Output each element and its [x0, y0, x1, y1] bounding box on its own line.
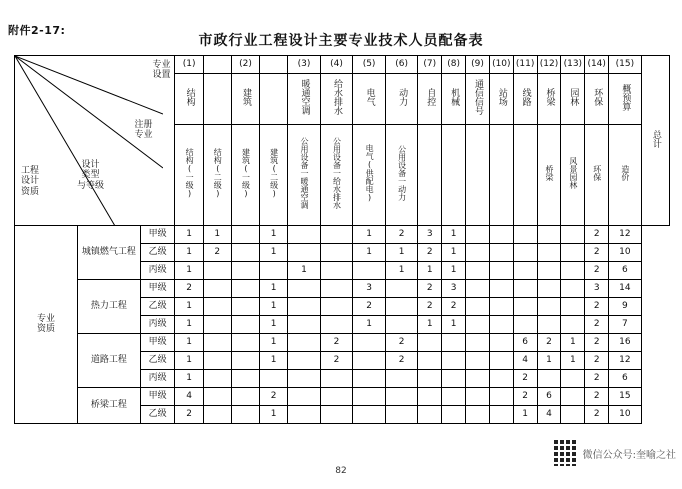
value-cell — [489, 370, 513, 388]
value-cell: 1 — [418, 316, 442, 334]
value-cell: 1 — [513, 406, 537, 424]
value-cell — [561, 262, 585, 280]
column-number: (1) — [175, 56, 203, 74]
value-cell — [231, 262, 259, 280]
value-cell — [513, 244, 537, 262]
value-cell: 1 — [353, 226, 386, 244]
column-name: 动力 — [385, 74, 418, 125]
value-cell — [561, 298, 585, 316]
value-cell — [260, 370, 288, 388]
row-total-cell: 6 — [609, 370, 642, 388]
value-cell — [537, 280, 561, 298]
value-cell: 3 — [442, 280, 466, 298]
value-cell: 1 — [353, 244, 386, 262]
value-cell: 2 — [418, 298, 442, 316]
column-name: 园林 — [561, 74, 585, 125]
value-cell — [537, 316, 561, 334]
grade-cell: 甲级 — [140, 334, 175, 352]
column-subname: 环保 — [585, 125, 609, 226]
value-cell — [288, 316, 321, 334]
total-column-header: 总计 — [641, 56, 669, 226]
column-name — [203, 74, 231, 125]
table-corner-header — [15, 56, 175, 226]
value-cell: 2 — [585, 370, 609, 388]
qr-code-icon — [552, 440, 578, 466]
value-cell: 2 — [513, 370, 537, 388]
label-project-qualification: 工程 设计 资质 — [21, 165, 40, 197]
value-cell: 2 — [203, 244, 231, 262]
value-cell — [353, 262, 386, 280]
value-cell: 1 — [203, 226, 231, 244]
value-cell — [513, 316, 537, 334]
value-cell: 1 — [288, 262, 321, 280]
value-cell — [320, 370, 353, 388]
value-cell — [231, 406, 259, 424]
value-cell: 1 — [418, 262, 442, 280]
value-cell — [466, 298, 490, 316]
value-cell: 2 — [175, 406, 203, 424]
value-cell — [231, 244, 259, 262]
page-number: 82 — [335, 466, 347, 476]
value-cell: 1 — [260, 352, 288, 370]
value-cell: 1 — [175, 298, 203, 316]
value-cell — [561, 280, 585, 298]
value-cell — [561, 316, 585, 334]
table-row — [15, 226, 670, 244]
value-cell — [561, 406, 585, 424]
row-total-cell: 9 — [609, 298, 642, 316]
value-cell — [203, 334, 231, 352]
value-cell — [203, 352, 231, 370]
value-cell — [442, 388, 466, 406]
value-cell: 1 — [260, 244, 288, 262]
value-cell — [288, 244, 321, 262]
value-cell — [385, 280, 418, 298]
value-cell: 2 — [385, 352, 418, 370]
value-cell — [260, 262, 288, 280]
value-cell: 1 — [175, 370, 203, 388]
value-cell — [231, 280, 259, 298]
value-cell — [466, 406, 490, 424]
value-cell — [537, 244, 561, 262]
value-cell — [231, 226, 259, 244]
personnel-allocation-table — [14, 55, 670, 424]
column-number: (8) — [442, 56, 466, 74]
column-number: (11) — [513, 56, 537, 74]
value-cell: 1 — [442, 262, 466, 280]
value-cell — [489, 226, 513, 244]
value-cell: 1 — [175, 352, 203, 370]
column-subname — [418, 125, 442, 226]
column-number: (6) — [385, 56, 418, 74]
column-name: 结构 — [175, 74, 203, 125]
value-cell — [466, 226, 490, 244]
column-name: 通信信号 — [466, 74, 490, 125]
value-cell: 1 — [442, 316, 466, 334]
group-label-professional-qualification: 专业 资质 — [15, 226, 78, 424]
value-cell: 2 — [585, 316, 609, 334]
value-cell: 6 — [537, 388, 561, 406]
attachment-label: 附件2-17: — [8, 24, 66, 37]
value-cell — [288, 388, 321, 406]
column-number: (14) — [585, 56, 609, 74]
value-cell — [231, 388, 259, 406]
value-cell: 1 — [385, 262, 418, 280]
value-cell — [203, 280, 231, 298]
value-cell — [385, 406, 418, 424]
value-cell — [561, 370, 585, 388]
value-cell — [489, 334, 513, 352]
value-cell — [385, 388, 418, 406]
value-cell — [320, 262, 353, 280]
column-subname: 公用设备一暖通空调 — [288, 125, 321, 226]
column-name: 暖通空调 — [288, 74, 321, 125]
grade-cell: 乙级 — [140, 352, 175, 370]
value-cell: 1 — [353, 316, 386, 334]
value-cell — [466, 280, 490, 298]
value-cell: 1 — [385, 244, 418, 262]
table-row — [15, 280, 670, 298]
column-number — [260, 56, 288, 74]
value-cell — [288, 334, 321, 352]
column-subname — [466, 125, 490, 226]
column-name: 站场 — [489, 74, 513, 125]
value-cell: 2 — [353, 298, 386, 316]
value-cell: 3 — [418, 226, 442, 244]
value-cell: 1 — [260, 406, 288, 424]
value-cell — [288, 280, 321, 298]
row-total-cell: 7 — [609, 316, 642, 334]
page-title: 市政行业工程设计主要专业技术人员配备表 — [198, 33, 484, 49]
value-cell: 6 — [513, 334, 537, 352]
value-cell: 2 — [320, 352, 353, 370]
value-cell — [231, 298, 259, 316]
value-cell — [489, 316, 513, 334]
value-cell — [489, 280, 513, 298]
value-cell: 1 — [175, 244, 203, 262]
value-cell: 1 — [260, 298, 288, 316]
value-cell — [203, 388, 231, 406]
grade-cell: 甲级 — [140, 226, 175, 244]
value-cell — [442, 370, 466, 388]
value-cell — [320, 280, 353, 298]
value-cell — [537, 370, 561, 388]
column-name: 建筑 — [231, 74, 259, 125]
value-cell — [418, 334, 442, 352]
value-cell: 2 — [442, 298, 466, 316]
value-cell — [203, 298, 231, 316]
column-number: (2) — [231, 56, 259, 74]
column-name: 环保 — [585, 74, 609, 125]
value-cell: 1 — [561, 352, 585, 370]
grade-cell: 乙级 — [140, 406, 175, 424]
column-number: (9) — [466, 56, 490, 74]
project-type-cell: 道路工程 — [77, 334, 140, 388]
column-subname: 结构(二级) — [203, 125, 231, 226]
value-cell — [203, 316, 231, 334]
column-subname: 造价 — [609, 125, 642, 226]
column-number: (3) — [288, 56, 321, 74]
value-cell: 2 — [385, 226, 418, 244]
value-cell — [442, 334, 466, 352]
value-cell — [537, 262, 561, 280]
value-cell — [561, 388, 585, 406]
value-cell — [489, 298, 513, 316]
table-body — [15, 226, 670, 424]
value-cell — [288, 352, 321, 370]
value-cell — [537, 226, 561, 244]
value-cell — [418, 406, 442, 424]
value-cell: 1 — [442, 244, 466, 262]
value-cell — [466, 370, 490, 388]
column-name — [260, 74, 288, 125]
grade-cell: 乙级 — [140, 244, 175, 262]
column-name: 电气 — [353, 74, 386, 125]
value-cell — [513, 262, 537, 280]
value-cell: 2 — [175, 280, 203, 298]
column-number — [203, 56, 231, 74]
value-cell — [320, 316, 353, 334]
column-subname: 风景园林 — [561, 125, 585, 226]
value-cell — [353, 334, 386, 352]
value-cell — [203, 406, 231, 424]
value-cell: 1 — [260, 280, 288, 298]
value-cell — [320, 244, 353, 262]
grade-cell: 丙级 — [140, 262, 175, 280]
column-number: (7) — [418, 56, 442, 74]
value-cell: 3 — [585, 280, 609, 298]
value-cell — [489, 352, 513, 370]
value-cell: 1 — [260, 316, 288, 334]
value-cell: 1 — [260, 334, 288, 352]
value-cell — [466, 244, 490, 262]
column-subname — [489, 125, 513, 226]
value-cell: 2 — [585, 244, 609, 262]
column-name: 线路 — [513, 74, 537, 125]
column-number: (13) — [561, 56, 585, 74]
corner-diagonal-lines — [15, 56, 163, 226]
grade-cell: 丙级 — [140, 370, 175, 388]
column-subname: 桥梁 — [537, 125, 561, 226]
row-total-cell: 6 — [609, 262, 642, 280]
value-cell — [231, 370, 259, 388]
value-cell — [466, 262, 490, 280]
value-cell — [203, 262, 231, 280]
column-number: (10) — [489, 56, 513, 74]
value-cell: 1 — [537, 352, 561, 370]
row-total-cell: 15 — [609, 388, 642, 406]
value-cell: 4 — [537, 406, 561, 424]
column-name: 自控 — [418, 74, 442, 125]
value-cell — [288, 406, 321, 424]
value-cell: 1 — [260, 226, 288, 244]
value-cell: 2 — [585, 298, 609, 316]
project-type-cell: 热力工程 — [77, 280, 140, 334]
value-cell: 2 — [585, 352, 609, 370]
value-cell: 2 — [260, 388, 288, 406]
label-professional-setup: 专业 设置 — [152, 60, 171, 81]
column-name: 给水排水 — [320, 74, 353, 125]
value-cell — [320, 226, 353, 244]
value-cell — [513, 298, 537, 316]
value-cell — [418, 388, 442, 406]
column-subname — [513, 125, 537, 226]
value-cell — [320, 388, 353, 406]
value-cell — [513, 280, 537, 298]
value-cell: 2 — [385, 334, 418, 352]
value-cell — [320, 298, 353, 316]
value-cell — [353, 388, 386, 406]
value-cell — [418, 352, 442, 370]
column-name: 桥梁 — [537, 74, 561, 125]
value-cell — [489, 262, 513, 280]
value-cell — [466, 352, 490, 370]
value-cell — [353, 352, 386, 370]
column-number: (4) — [320, 56, 353, 74]
value-cell — [442, 352, 466, 370]
column-subname: 建筑(一级) — [231, 125, 259, 226]
value-cell — [288, 370, 321, 388]
table-row — [15, 388, 670, 406]
value-cell: 2 — [585, 406, 609, 424]
column-subname: 公用设备一动力 — [385, 125, 418, 226]
column-subname: 结构(一级) — [175, 125, 203, 226]
value-cell: 2 — [513, 388, 537, 406]
value-cell: 1 — [175, 262, 203, 280]
value-cell — [353, 370, 386, 388]
value-cell: 4 — [175, 388, 203, 406]
row-total-cell: 12 — [609, 226, 642, 244]
column-number: (15) — [609, 56, 642, 74]
value-cell — [418, 370, 442, 388]
column-subname — [442, 125, 466, 226]
value-cell — [489, 244, 513, 262]
value-cell — [385, 298, 418, 316]
value-cell — [203, 370, 231, 388]
value-cell — [442, 406, 466, 424]
value-cell — [288, 298, 321, 316]
watermark — [552, 440, 676, 466]
project-type-cell: 城镇燃气工程 — [77, 226, 140, 280]
value-cell: 2 — [320, 334, 353, 352]
row-total-cell: 10 — [609, 406, 642, 424]
value-cell — [561, 226, 585, 244]
value-cell: 2 — [585, 334, 609, 352]
value-cell — [231, 316, 259, 334]
value-cell — [489, 406, 513, 424]
value-cell — [466, 316, 490, 334]
column-name: 机械 — [442, 74, 466, 125]
column-subname: 公用设备一给水排水 — [320, 125, 353, 226]
label-type-and-grade: 设计 类型 与等级 — [77, 159, 105, 191]
row-total-cell: 16 — [609, 334, 642, 352]
value-cell — [385, 370, 418, 388]
value-cell — [385, 316, 418, 334]
row-total-cell: 14 — [609, 280, 642, 298]
value-cell — [353, 406, 386, 424]
value-cell: 1 — [175, 334, 203, 352]
value-cell: 1 — [442, 226, 466, 244]
value-cell — [231, 334, 259, 352]
label-registered-major: 注册 专业 — [134, 120, 153, 141]
table-row — [15, 334, 670, 352]
project-type-cell: 桥梁工程 — [77, 388, 140, 424]
value-cell — [231, 352, 259, 370]
value-cell — [561, 244, 585, 262]
row-total-cell: 12 — [609, 352, 642, 370]
grade-cell: 甲级 — [140, 280, 175, 298]
watermark-text: 微信公众号:奎喻之社 — [582, 449, 676, 461]
grade-cell: 乙级 — [140, 298, 175, 316]
column-name: 概预算 — [609, 74, 642, 125]
value-cell — [513, 226, 537, 244]
grade-cell: 甲级 — [140, 388, 175, 406]
value-cell — [537, 298, 561, 316]
value-cell: 1 — [175, 226, 203, 244]
value-cell: 2 — [585, 226, 609, 244]
value-cell — [489, 388, 513, 406]
value-cell: 1 — [175, 316, 203, 334]
value-cell: 2 — [585, 388, 609, 406]
column-number: (5) — [353, 56, 386, 74]
row-total-cell: 10 — [609, 244, 642, 262]
value-cell: 1 — [561, 334, 585, 352]
value-cell: 3 — [353, 280, 386, 298]
value-cell — [288, 226, 321, 244]
value-cell — [466, 334, 490, 352]
value-cell: 2 — [418, 280, 442, 298]
value-cell: 2 — [418, 244, 442, 262]
grade-cell: 丙级 — [140, 316, 175, 334]
value-cell: 2 — [585, 262, 609, 280]
value-cell — [320, 406, 353, 424]
value-cell: 2 — [537, 334, 561, 352]
column-subname: 建筑(二级) — [260, 125, 288, 226]
column-subname: 电气(供配电) — [353, 125, 386, 226]
column-number: (12) — [537, 56, 561, 74]
value-cell — [466, 388, 490, 406]
value-cell: 4 — [513, 352, 537, 370]
